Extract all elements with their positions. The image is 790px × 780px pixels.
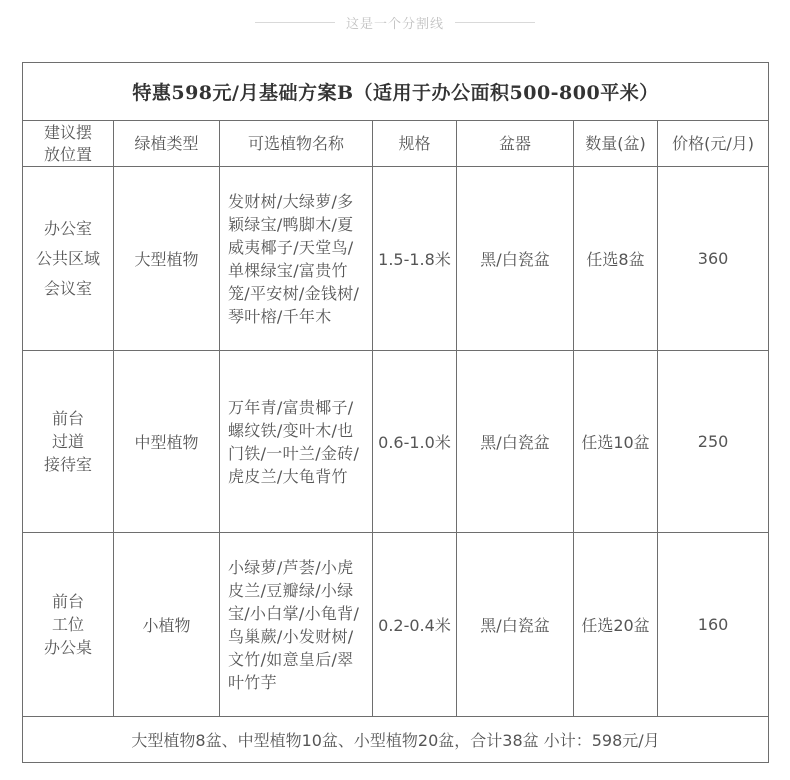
table-row-large [23,167,769,351]
divider-label: 这是一个分割线 [345,17,444,32]
header-quantity: 数量(盆) [574,121,658,167]
spec-cell: 0.6-1.0米 [373,351,457,533]
location-line: 前台 [51,592,84,611]
location-line: 前台 [51,409,84,428]
location-line: 接待室 [43,455,92,474]
table-row-medium [23,351,769,533]
location-line: 过道 [51,432,84,451]
location-cell [23,167,114,351]
title-row [23,63,769,121]
quantity-cell: 任选20盆 [574,533,658,717]
quantity-cell: 任选10盆 [574,351,658,533]
divider-line-right [455,22,535,23]
location-line: 办公桌 [43,638,92,657]
plan-title: 特惠598元/月基础方案B（适用于办公面积500-800平米） [23,63,769,121]
location-cell [23,351,114,533]
quantity-cell: 任选8盆 [574,167,658,351]
table-row-small [23,533,769,717]
plan-summary: 大型植物8盆、中型植物10盆、小型植物20盆，合计38盆 小计：598元/月 [23,717,769,763]
summary-row [23,717,769,763]
header-price: 价格(元/月) [658,121,769,167]
plant-names-cell: 发财树/大绿萝/多颖绿宝/鸭脚木/夏威夷椰子/天堂鸟/单棵绿宝/富贵竹笼/平安树/金钱树/琴叶榕/千年木 [220,167,373,351]
plant-names-cell: 小绿萝/芦荟/小虎皮兰/豆瓣绿/小绿宝/小白掌/小龟背/鸟巢蕨/小发财树/文竹/如意皇后/翠叶竹芋 [220,533,373,717]
price-cell: 360 [658,167,769,351]
location-cell [23,533,114,717]
plant-type-cell: 中型植物 [114,351,220,533]
price-cell: 250 [658,351,769,533]
header-type: 绿植类型 [114,121,220,167]
pot-cell: 黑/白瓷盆 [457,533,574,717]
location-line: 办公室 [43,218,92,238]
section-divider [0,8,790,36]
location-line: 会议室 [43,278,92,298]
plan-table [22,62,769,763]
plant-type-cell: 大型植物 [114,167,220,351]
pot-cell: 黑/白瓷盆 [457,167,574,351]
plant-type-cell: 小植物 [114,533,220,717]
spec-cell: 0.2-0.4米 [373,533,457,717]
header-location [23,121,114,167]
header-location-line2: 放位置 [43,144,92,164]
header-location-line1: 建议摆 [43,122,92,142]
header-names: 可选植物名称 [220,121,373,167]
header-row [23,121,769,167]
header-spec: 规格 [373,121,457,167]
location-line: 公共区域 [35,248,100,268]
price-cell: 160 [658,533,769,717]
spec-cell: 1.5-1.8米 [373,167,457,351]
location-line: 工位 [51,615,84,634]
pot-cell: 黑/白瓷盆 [457,351,574,533]
header-pot: 盆器 [457,121,574,167]
plant-names-cell: 万年青/富贵椰子/螺纹铁/变叶木/也门铁/一叶兰/金砖/虎皮兰/大龟背竹 [220,351,373,533]
